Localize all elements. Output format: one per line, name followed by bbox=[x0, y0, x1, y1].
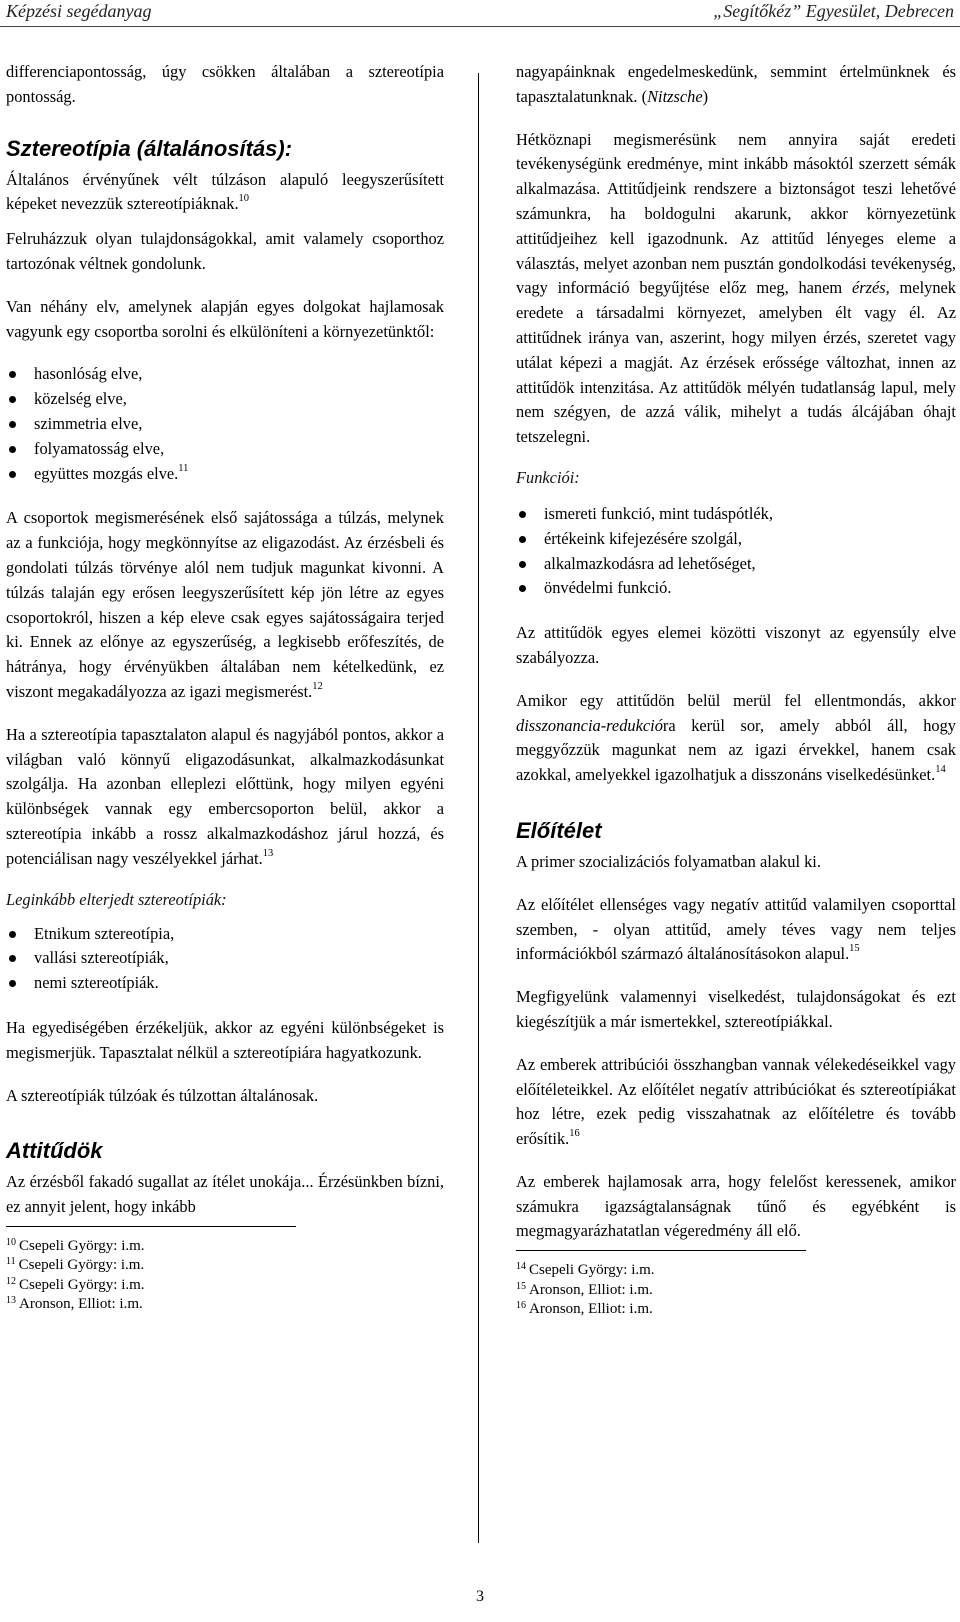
column-divider bbox=[478, 73, 479, 1543]
footnote-ref-11: 11 bbox=[178, 462, 189, 474]
paragraph-hetkoznapi: Hétköznapi megismerésünk nem annyira saját eredeti tevékenységünk eredménye, mint inkább másoktól szerzett sémák alkalmazása. Attitűdjeink rendszere a biztonságot teszi lehetővé számunkra, ha boldogulni akarunk, akkor környezetünk attitűdjeihez kell igazodnunk. Az attitűd lényeges eleme a választás, melyet azonban nem pusztán gondolkodási tevékenység, vagy információ begyűjtése előz meg, hanem érzés, melynek eredete a társadalmi környezet, amelyben élt vagy él. Az attitűdnek iránya van, aszerint, hogy milyen érzés, szeretet vagy utálat képezi a magját. Az érzések erőssége változhat, innen az attitűdök intenzitása. Az attitűdök mélyén tudatlanság lapul, mely nem szégyen, de azzá válik, mihelyt a tudás álcájában óhajt tetszelegni. bbox=[516, 129, 956, 447]
heading-attitudok: Attitűdök bbox=[6, 1138, 103, 1164]
footnote-ref-12: 12 bbox=[312, 680, 323, 692]
page-number: 3 bbox=[476, 1588, 484, 1605]
heading-funkcioi: Funkciói: bbox=[516, 467, 580, 487]
list-item: Etnikum sztereotípia, bbox=[6, 922, 444, 947]
footnote-14: $^{14}$ Csepeli György: i.m. bbox=[516, 1261, 655, 1279]
functions-list bbox=[516, 502, 956, 601]
header-rule bbox=[0, 26, 960, 27]
paragraph-felruhazzuk: Felruházzuk olyan tulajdonságokkal, amit valamely csoporthoz tartozónak véltnek gondolunk. bbox=[6, 229, 444, 273]
footnote-rule bbox=[516, 1250, 806, 1251]
footnote-10: $^{10}$ Csepeli György: i.m. bbox=[6, 1236, 145, 1254]
stereotype-types-list bbox=[6, 922, 444, 996]
heading-leginkabb: Leginkább elterjedt sztereotípiák: bbox=[6, 889, 227, 909]
paragraph-tulzoak: A sztereotípiák túlzóak és túlzottan általánosak. bbox=[6, 1085, 319, 1105]
paragraph-attribucio: Az emberek attribúciói összhangban vannak vélekedéseikkel vagy előítéleteikkel. Az előítélet negatív attribúciókat és sztereotípiákat hoz létre, ezek pedig visszahatnak az előítéletre és tovább erősítik.$^{16}$ bbox=[516, 1054, 956, 1149]
footnote-16: $^{16}$ Aronson, Elliot: i.m. bbox=[516, 1300, 653, 1318]
list-item: folyamatosság elve, bbox=[6, 437, 444, 462]
paragraph-egyediseg: Ha egyediségében érzékeljük, akkor az egyéni különbségeket is megismerjük. Tapasztalat nélkül a sztereotípiára hagyatkozunk. bbox=[6, 1017, 444, 1062]
list-item: együttes mozgás elve.$^{11}$ bbox=[6, 462, 444, 487]
footnote-rule bbox=[6, 1226, 296, 1227]
footnote-ref-14: 14 bbox=[935, 764, 946, 776]
footnote-13: $^{13}$ Aronson, Elliot: i.m. bbox=[6, 1295, 143, 1313]
footnote-ref-10: 10 bbox=[238, 193, 250, 205]
paragraph-elvek: Van néhány elv, amelynek alapján egyes dolgokat hajlamosak vagyunk egy csoportba sorolni és elkülöníteni a környezetünktől: bbox=[6, 296, 444, 341]
principles-list bbox=[6, 362, 444, 486]
paragraph-megfigyelunk: Megfigyelünk valamennyi viselkedést, tulajdonságokat és ezt kiegészítjük a már ismertekkel, sztereotípiákkal. bbox=[516, 987, 956, 1031]
header-left-title: Képzési segédanyag bbox=[6, 1, 152, 21]
header-right-title: „Segítőkéz” Egyesület, Debrecen bbox=[713, 1, 954, 21]
list-item: szimmetria elve, bbox=[6, 412, 444, 437]
paragraph-csoportok: A csoportok megismerésének első sajátossága a túlzás, melynek az a funkciója, hogy megkönnyítse az eligazodást. Az érzésbeli és gondolati túlzás törvénye alól nem tudjuk magunkat kivonni. A túlzás talaján egy erősen leegyszerűsített kép jön létre az egyes csoportokról, hiszen a kép eleve csak egyes sajátosságaira terjed ki. Ennek az előnye az egyszerűség, a legkisebb erőfeszítés, de hátránya, hogy érvényükben általában nem kételkedünk, ez viszont megakadályozza az igazi megismerést.$^{12}$ bbox=[6, 508, 444, 701]
paragraph-felelost: Az emberek hajlamosak arra, hogy felelőst keressenek, amikor számukra igazságtalanságnak tűnő és egyébként is megmagyarázhatatlan végeredmény áll elő. bbox=[516, 1171, 956, 1241]
list-item: nemi sztereotípiák. bbox=[6, 971, 444, 996]
heading-eloitelet: Előítélet bbox=[516, 817, 602, 843]
list-item: értékeink kifejezésére szolgál, bbox=[516, 527, 956, 552]
paragraph-tapasztalat: Ha a sztereotípia tapasztalaton alapul és nagyjából pontos, akkor a világban való könnyű eligazodásunkat, alkalmazkodásunkat szolgálja. Ha azonban elleplezi előttünk, hogy milyen egyéni különbségek vannak egy embercsoporton belül, akkor a sztereotípia inkább a rossz alkalmazkodáshoz járul hozzá, és potenciálisan nagy veszélyekkel járhat.$^{13}$ bbox=[6, 724, 444, 868]
list-item: ismereti funkció, mint tudáspótlék, bbox=[516, 502, 956, 527]
list-item: vallási sztereotípiák, bbox=[6, 946, 444, 971]
footnote-15: $^{15}$ Aronson, Elliot: i.m. bbox=[516, 1280, 653, 1298]
paragraph-primer: A primer szocializációs folyamatban alakul ki. bbox=[516, 851, 821, 871]
paragraph-amikor: Amikor egy attitűdön belül merül fel ellentmondás, akkor disszonancia-redukcióra kerül sor, amely abból áll, hogy meggyőzzük magunkat nem az igazi érvekkel, hanem csak azokkal, amelyekkel igazolhatjuk a disszonáns viselkedésünket.$^{14}$ bbox=[516, 690, 956, 785]
footnote-12: $^{12}$ Csepeli György: i.m. bbox=[6, 1275, 145, 1293]
footnote-ref-13: 13 bbox=[262, 847, 274, 859]
list-item: hasonlóság elve, bbox=[6, 362, 444, 387]
left-column bbox=[6, 60, 444, 1315]
paragraph-egyensuly: Az attitűdök egyes elemei közötti viszonyt az egyensúly elve szabályozza. bbox=[516, 623, 956, 667]
footnote-ref-16: 16 bbox=[569, 1128, 580, 1140]
list-item: önvédelmi funkció. bbox=[516, 576, 956, 601]
page-header bbox=[0, 0, 960, 26]
paragraph-definition: Általános érvényűnek vélt túlzáson alapuló leegyszerűsített képeket nevezzük sztereotípiáknak.$^{10}$ bbox=[6, 169, 444, 214]
list-item: alkalmazkodásra ad lehetőséget, bbox=[516, 552, 956, 577]
right-column bbox=[516, 60, 956, 1320]
paragraph-eloitelet: Az előítélet ellenséges vagy negatív attitűd valamilyen csoporttal szemben, - olyan attitűd, amely téves vagy nem teljes információkból származó általánosításokon alapul.$^{15}$ bbox=[516, 894, 956, 964]
paragraph-erzesbol: Az érzésből fakadó sugallat az ítélet unokája... Érzésünkben bízni, ez annyit jelent, hogy inkább bbox=[6, 1172, 444, 1217]
heading-sztereotipia: Sztereotípia (általánosítás): bbox=[6, 135, 293, 161]
paragraph-intro: differenciapontosság, úgy csökken általában a sztereotípia pontosság. bbox=[6, 62, 444, 106]
footnote-ref-15: 15 bbox=[849, 943, 860, 955]
paragraph-nietzsche: nagyapáinknak engedelmeskedünk, semmint értelmünknek és tapasztalatunknak. (Nitzsche) bbox=[516, 62, 956, 106]
list-item: közelség elve, bbox=[6, 387, 444, 412]
footnote-11: $^{11}$ Csepeli György: i.m. bbox=[6, 1256, 145, 1274]
